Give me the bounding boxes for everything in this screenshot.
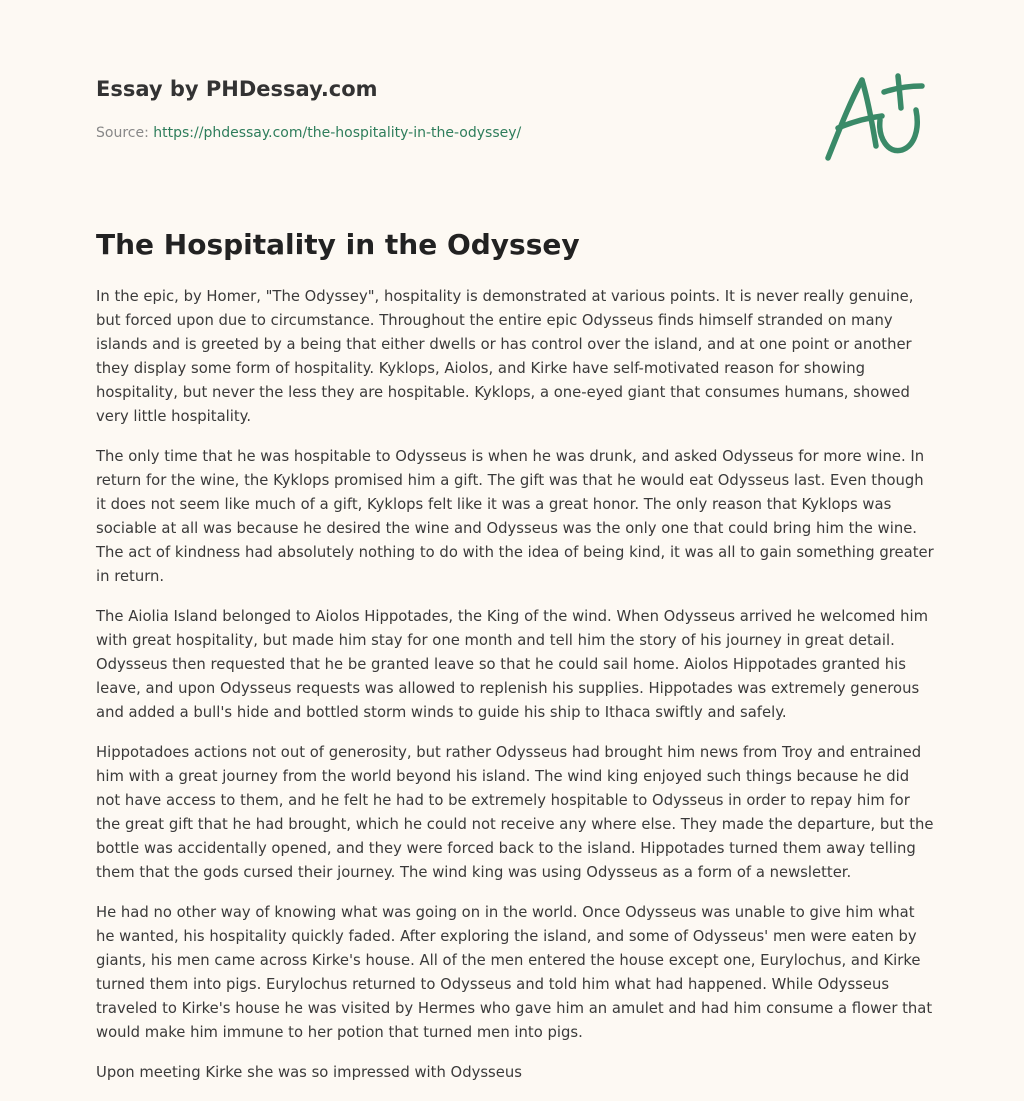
a-plus-logo-icon bbox=[818, 66, 930, 166]
essay-title: The Hospitality in the Odyssey bbox=[96, 228, 580, 261]
essay-paragraph: The Aiolia Island belonged to Aiolos Hippotades, the King of the wind. When Odysseus arrived he welcomed him with great hospitality, but made him stay for one month and tell him the story of his journey in great detail. Odysseus then requested that he be granted leave so that he could sail home. Aiolos Hippotades granted his leave, and upon Odysseus requests was allowed to replenish his supplies. Hippotades was extremely generous and added a bull's hide and bottled storm winds to guide his ship to Ithaca swiftly and safely. bbox=[96, 608, 929, 721]
source-line bbox=[96, 123, 816, 143]
essay-body bbox=[96, 285, 936, 1101]
essay-paragraph: Upon meeting Kirke she was so impressed with Odysseus bbox=[96, 1064, 522, 1081]
source-label: Source: bbox=[96, 125, 149, 141]
site-brand: Essay by PHDessay.com bbox=[96, 77, 378, 101]
essay-paragraph: Hippotadoes actions not out of generosity, but rather Odysseus had brought him news from Troy and entrained him with a great journey from the world beyond his island. The wind king enjoyed such things because he did not have access to them, and he felt he had to be extremely hospitable to Odysseus in order to repay him for the great gift that he had brought, which he could not receive any where else. They made the departure, but the bottle was accidentally opened, and they were forced back to the island. Hippotades turned them away telling them that the gods cursed their journey. The wind king was using Odysseus as a form of a newsletter. bbox=[96, 744, 934, 881]
essay-paragraph: The only time that he was hospitable to Odysseus is when he was drunk, and asked Odysseus for more wine. In return for the wine, the Kyklops promised him a gift. The gift was that he would eat Odysseus last. Even though it does not seem like much of a gift, Kyklops felt like it was a great honor. The only reason that Kyklops was sociable at all was because he desired the wine and Odysseus was the only one that could bring him the wine. The act of kindness had absolutely nothing to do with the idea of being kind, it was all to gain something greater in return. bbox=[96, 448, 934, 585]
essay-paragraph: In the epic, by Homer, "The Odyssey", hospitality is demonstrated at various points. It is never really genuine, but forced upon due to circumstance. Throughout the entire epic Odysseus finds himself stranded on many islands and is greeted by a being that either dwells or has control over the island, and at one point or another they display some form of hospitality. Kyklops, Aiolos, and Kirke have self-motivated reason for showing hospitality, but never the less they are hospitable. Kyklops, a one-eyed giant that consumes humans, showed very little hospitality. bbox=[96, 288, 914, 425]
essay-paragraph: He had no other way of knowing what was going on in the world. Once Odysseus was unable to give him what he wanted, his hospitality quickly faded. After exploring the island, and some of Odysseus' men were eaten by giants, his men came across Kirke's house. All of the men entered the house except one, Eurylochus, and Kirke turned them into pigs. Eurylochus returned to Odysseus and told him what had happened. While Odysseus traveled to Kirke's house he was visited by Hermes who gave him an amulet and had him consume a flower that would make him immune to her potion that turned men into pigs. bbox=[96, 904, 933, 1041]
source-link[interactable]: https://phdessay.com/the-hospitality-in-the-odyssey/ bbox=[153, 125, 522, 141]
site-header bbox=[96, 74, 816, 143]
